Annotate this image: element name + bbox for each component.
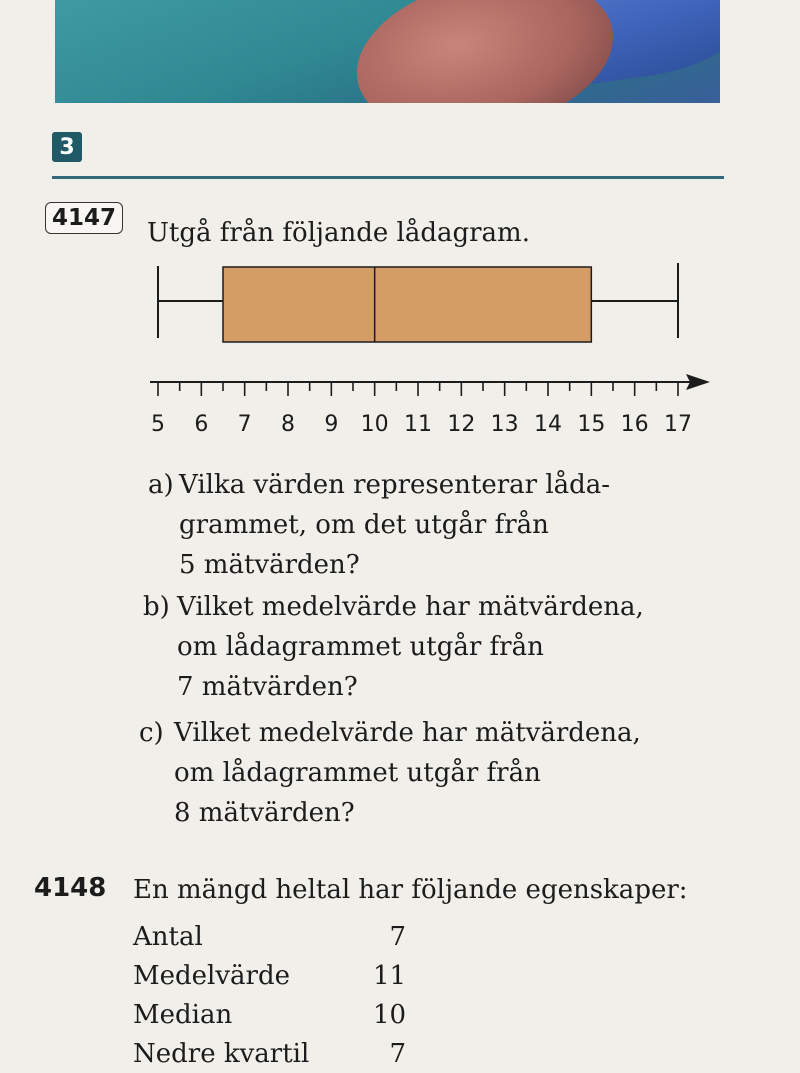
tick-label: 14 xyxy=(534,412,562,437)
question-a-label: a) xyxy=(148,470,174,500)
question-c-label: c) xyxy=(139,718,164,748)
tick-label: 5 xyxy=(151,412,165,437)
question-b-text xyxy=(177,587,644,707)
question-b-label: b) xyxy=(143,592,170,622)
property-row xyxy=(133,1034,406,1073)
properties-table xyxy=(133,917,406,1073)
property-value: 11 xyxy=(373,960,407,991)
question-c-line: 8 mätvärden? xyxy=(174,798,355,828)
property-name: Medelvärde xyxy=(133,960,291,991)
question-b-line: Vilket medelvärde har mätvärdena, xyxy=(177,592,644,622)
property-name: Antal xyxy=(133,921,203,952)
property-row xyxy=(133,995,406,1034)
question-a-text xyxy=(179,465,610,585)
chapter-badge: 3 xyxy=(52,132,82,162)
question-b-line: 7 mätvärden? xyxy=(177,672,358,702)
property-value: 10 xyxy=(373,999,407,1030)
tick-label: 6 xyxy=(194,412,209,437)
tick-label: 9 xyxy=(324,412,339,437)
property-value: 7 xyxy=(389,921,407,952)
tick-label: 7 xyxy=(237,412,252,437)
question-a-line: grammet, om det utgår från xyxy=(179,510,549,540)
tick-label: 10 xyxy=(360,412,389,437)
question-a-line: Vilka värden representerar låda- xyxy=(179,470,611,500)
tick-label: 11 xyxy=(404,412,432,437)
problem-4147-number: 4147 xyxy=(45,202,123,234)
property-value: 7 xyxy=(389,1038,407,1069)
question-c-text xyxy=(174,713,641,833)
question-b-line: om lådagrammet utgår från xyxy=(177,632,544,662)
tick-label: 12 xyxy=(447,412,476,437)
tick-label: 17 xyxy=(664,412,692,437)
problem-4148-number: 4148 xyxy=(34,873,107,903)
tick-label: 8 xyxy=(281,412,295,437)
property-row xyxy=(133,917,406,956)
property-name: Median xyxy=(133,999,233,1030)
problem-4147-intro: Utgå från följande lådagram. xyxy=(147,218,530,248)
question-c-line: Vilket medelvärde har mätvärdena, xyxy=(174,718,641,748)
property-row xyxy=(133,956,406,995)
question-c-line: om lådagrammet utgår från xyxy=(174,758,541,788)
tick-label: 16 xyxy=(620,412,649,437)
box-iqr xyxy=(223,267,591,342)
tick-label: 13 xyxy=(490,412,519,437)
question-a-line: 5 mätvärden? xyxy=(179,550,360,580)
tick-label: 15 xyxy=(577,412,606,437)
problem-4148-intro: En mängd heltal har följande egenskaper: xyxy=(133,875,688,905)
property-name: Nedre kvartil xyxy=(133,1038,310,1069)
